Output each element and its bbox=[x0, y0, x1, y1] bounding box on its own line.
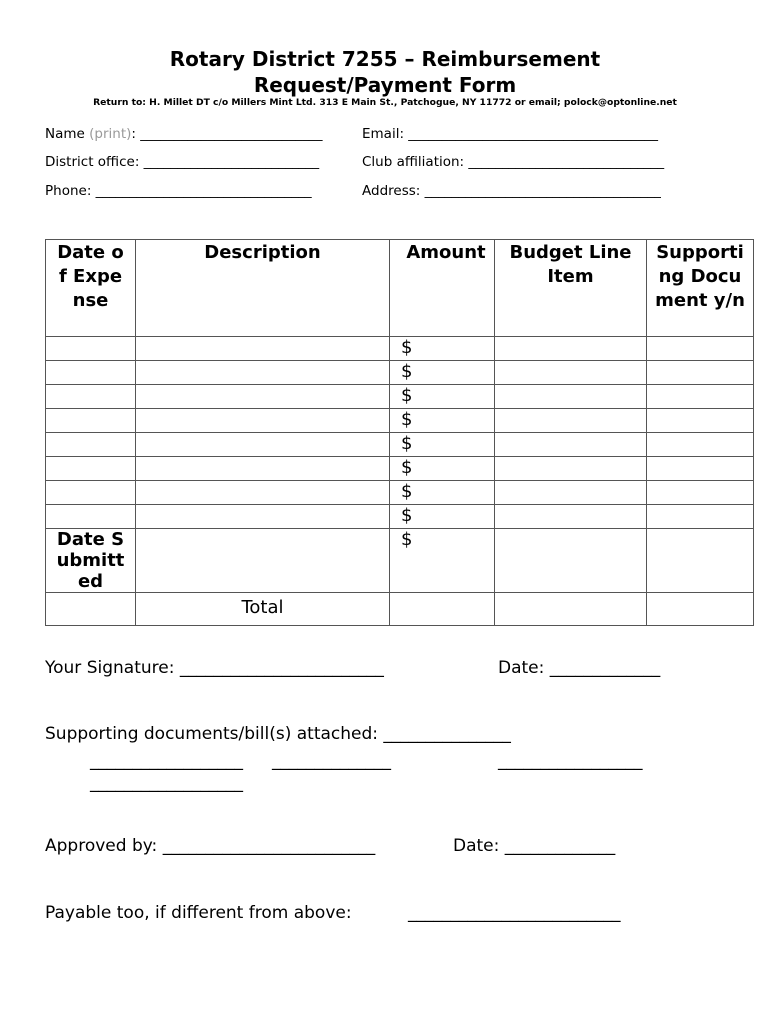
header-description: Description bbox=[136, 240, 390, 337]
name-label: Name bbox=[45, 126, 90, 142]
cell-budget-line bbox=[495, 593, 647, 626]
table-row bbox=[46, 433, 754, 457]
cell-date[interactable] bbox=[46, 433, 136, 457]
cell-supporting[interactable] bbox=[647, 505, 754, 529]
club-affiliation-field[interactable]: Club affiliation: _____________________________ bbox=[362, 154, 665, 170]
date-submitted-row bbox=[46, 529, 754, 593]
name-field[interactable] bbox=[45, 126, 322, 142]
cell-description[interactable] bbox=[136, 457, 390, 481]
cell-description[interactable] bbox=[136, 361, 390, 385]
cell-budget-line[interactable] bbox=[495, 529, 647, 593]
total-label: Total bbox=[136, 593, 390, 626]
cell-budget-line[interactable] bbox=[495, 457, 647, 481]
cell-supporting[interactable] bbox=[647, 361, 754, 385]
cell-supporting[interactable] bbox=[647, 433, 754, 457]
supporting-blank-2[interactable]: ______________ bbox=[272, 751, 391, 771]
supporting-documents-field[interactable]: Supporting documents/bill(s) attached: _______________ bbox=[45, 724, 511, 744]
cell-budget-line[interactable] bbox=[495, 385, 647, 409]
cell-budget-line[interactable] bbox=[495, 433, 647, 457]
cell-supporting[interactable] bbox=[647, 409, 754, 433]
cell-amount[interactable]: $ bbox=[390, 457, 495, 481]
cell-date[interactable] bbox=[46, 337, 136, 361]
cell-description[interactable] bbox=[136, 481, 390, 505]
cell-amount[interactable]: $ bbox=[390, 385, 495, 409]
cell-budget-line[interactable] bbox=[495, 361, 647, 385]
cell-amount[interactable]: $ bbox=[390, 505, 495, 529]
cell-description[interactable] bbox=[136, 505, 390, 529]
cell-amount[interactable]: $ bbox=[390, 433, 495, 457]
cell-date[interactable] bbox=[46, 385, 136, 409]
expense-table bbox=[45, 239, 754, 626]
table-row bbox=[46, 409, 754, 433]
name-print-hint: (print) bbox=[89, 126, 132, 142]
cell-amount[interactable]: $ bbox=[390, 529, 495, 593]
cell-supporting[interactable] bbox=[647, 481, 754, 505]
form-title-line2: Request/Payment Form bbox=[253, 73, 517, 97]
header-supporting-document: Supporting Document y/n bbox=[647, 240, 754, 337]
return-address: Return to: H. Millet DT c/o Millers Mint Ltd. 313 E Main St., Patchogue, NY 11772 or email; polock@optonline.net bbox=[93, 97, 677, 108]
supporting-blank-3[interactable]: _________________ bbox=[498, 751, 643, 771]
table-row bbox=[46, 361, 754, 385]
district-office-field[interactable]: District office: __________________________ bbox=[45, 154, 320, 170]
cell-amount[interactable]: $ bbox=[390, 337, 495, 361]
signature-date-field[interactable]: Date: _____________ bbox=[498, 658, 661, 678]
email-field[interactable]: Email: _____________________________________ bbox=[362, 126, 659, 142]
date-submitted-label: Date Submitted bbox=[46, 529, 136, 593]
cell-description[interactable] bbox=[136, 433, 390, 457]
table-header-row bbox=[46, 240, 754, 337]
address-field[interactable]: Address: ___________________________________ bbox=[362, 183, 661, 199]
cell-budget-line[interactable] bbox=[495, 409, 647, 433]
signature-field[interactable]: Your Signature: ________________________ bbox=[45, 658, 384, 678]
cell-date[interactable] bbox=[46, 457, 136, 481]
header-date-of-expense: Date of Expense bbox=[46, 240, 136, 337]
cell-supporting[interactable] bbox=[647, 385, 754, 409]
cell-amount[interactable]: $ bbox=[390, 361, 495, 385]
cell-amount[interactable]: $ bbox=[390, 409, 495, 433]
header-budget-line-item: Budget Line Item bbox=[495, 240, 647, 337]
table-row bbox=[46, 337, 754, 361]
table-row bbox=[46, 505, 754, 529]
cell-date[interactable] bbox=[46, 505, 136, 529]
table-row bbox=[46, 385, 754, 409]
cell-description[interactable] bbox=[136, 385, 390, 409]
payable-to-field[interactable]: _________________________ bbox=[408, 903, 621, 923]
cell-date[interactable] bbox=[46, 409, 136, 433]
table-row bbox=[46, 457, 754, 481]
cell-supporting[interactable] bbox=[647, 529, 754, 593]
cell-budget-line[interactable] bbox=[495, 481, 647, 505]
header-amount: Amount bbox=[390, 240, 495, 337]
total-row bbox=[46, 593, 754, 626]
cell-date[interactable] bbox=[46, 481, 136, 505]
cell-supporting[interactable] bbox=[647, 337, 754, 361]
cell-supporting bbox=[647, 593, 754, 626]
cell-amount[interactable]: $ bbox=[390, 481, 495, 505]
cell-date[interactable] bbox=[46, 361, 136, 385]
cell-budget-line[interactable] bbox=[495, 505, 647, 529]
date-submitted-value[interactable] bbox=[46, 593, 136, 626]
name-blank: : ___________________________ bbox=[131, 126, 323, 142]
approved-date-field[interactable]: Date: _____________ bbox=[453, 836, 616, 856]
cell-description[interactable] bbox=[136, 409, 390, 433]
supporting-blank-1[interactable]: __________________ bbox=[90, 751, 243, 771]
payable-to-label: Payable too, if different from above: bbox=[45, 903, 352, 923]
cell-supporting[interactable] bbox=[647, 457, 754, 481]
form-title-line1: Rotary District 7255 – Reimbursement bbox=[169, 47, 601, 71]
cell-budget-line[interactable] bbox=[495, 337, 647, 361]
total-amount[interactable] bbox=[390, 593, 495, 626]
supporting-blank-4[interactable]: __________________ bbox=[90, 773, 243, 793]
cell-description[interactable] bbox=[136, 529, 390, 593]
table-row bbox=[46, 481, 754, 505]
phone-field[interactable]: Phone: ________________________________ bbox=[45, 183, 312, 199]
cell-description[interactable] bbox=[136, 337, 390, 361]
approved-by-field[interactable]: Approved by: _________________________ bbox=[45, 836, 376, 856]
